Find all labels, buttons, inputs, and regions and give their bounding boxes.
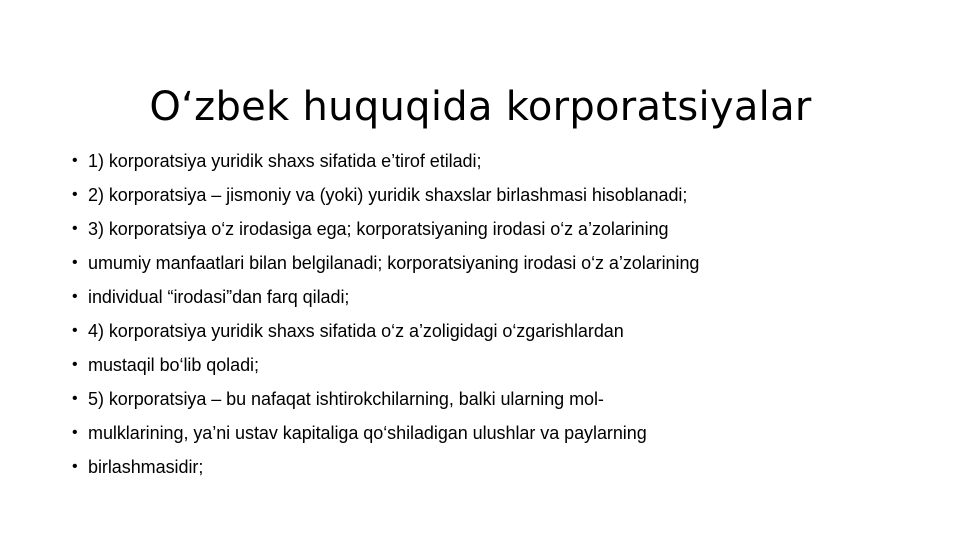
list-item [72,285,932,319]
bullet-icon: • [72,152,78,169]
bullet-icon: • [72,220,78,237]
list-item [72,455,932,489]
bullet-text: 2) korporatsiya – jismoniy va (yoki) yuridik shaxslar birlashmasi hisoblanadi; [88,185,688,205]
bullet-text: individual “irodasi”dan farq qiladi; [88,287,350,307]
list-item [72,217,932,251]
bullet-text: 4) korporatsiya yuridik shaxs sifatida o‘z a’zoligidagi o‘zgarishlardan [88,321,624,341]
bullet-list [72,149,932,489]
bullet-icon: • [72,186,78,203]
bullet-icon: • [72,288,78,305]
bullet-text: 1) korporatsiya yuridik shaxs sifatida e’tirof etiladi; [88,151,482,171]
list-item [72,387,932,421]
bullet-icon: • [72,322,78,339]
bullet-icon: • [72,254,78,271]
bullet-text: birlashmasidir; [88,457,204,477]
bullet-icon: • [72,390,78,407]
bullet-icon: • [72,458,78,475]
bullet-icon: • [72,424,78,441]
bullet-text: mustaqil bo‘lib qoladi; [88,355,259,375]
bullet-text: umumiy manfaatlari bilan belgilanadi; korporatsiyaning irodasi o‘z a’zolarining [88,253,700,273]
list-item [72,149,932,183]
bullet-text: mulklarining, ya’ni ustav kapitaliga qo‘shiladigan ulushlar va paylarning [88,423,647,443]
list-item [72,251,932,285]
slide-title: O‘zbek huquqida korporatsiyalar [149,83,812,130]
list-item [72,319,932,353]
bullet-text: 3) korporatsiya o‘z irodasiga ega; korporatsiyaning irodasi o‘z a’zolarining [88,219,669,239]
list-item [72,183,932,217]
bullet-text: 5) korporatsiya – bu nafaqat ishtirokchilarning, balki ularning mol- [88,389,604,409]
list-item [72,421,932,455]
bullet-icon: • [72,356,78,373]
list-item [72,353,932,387]
